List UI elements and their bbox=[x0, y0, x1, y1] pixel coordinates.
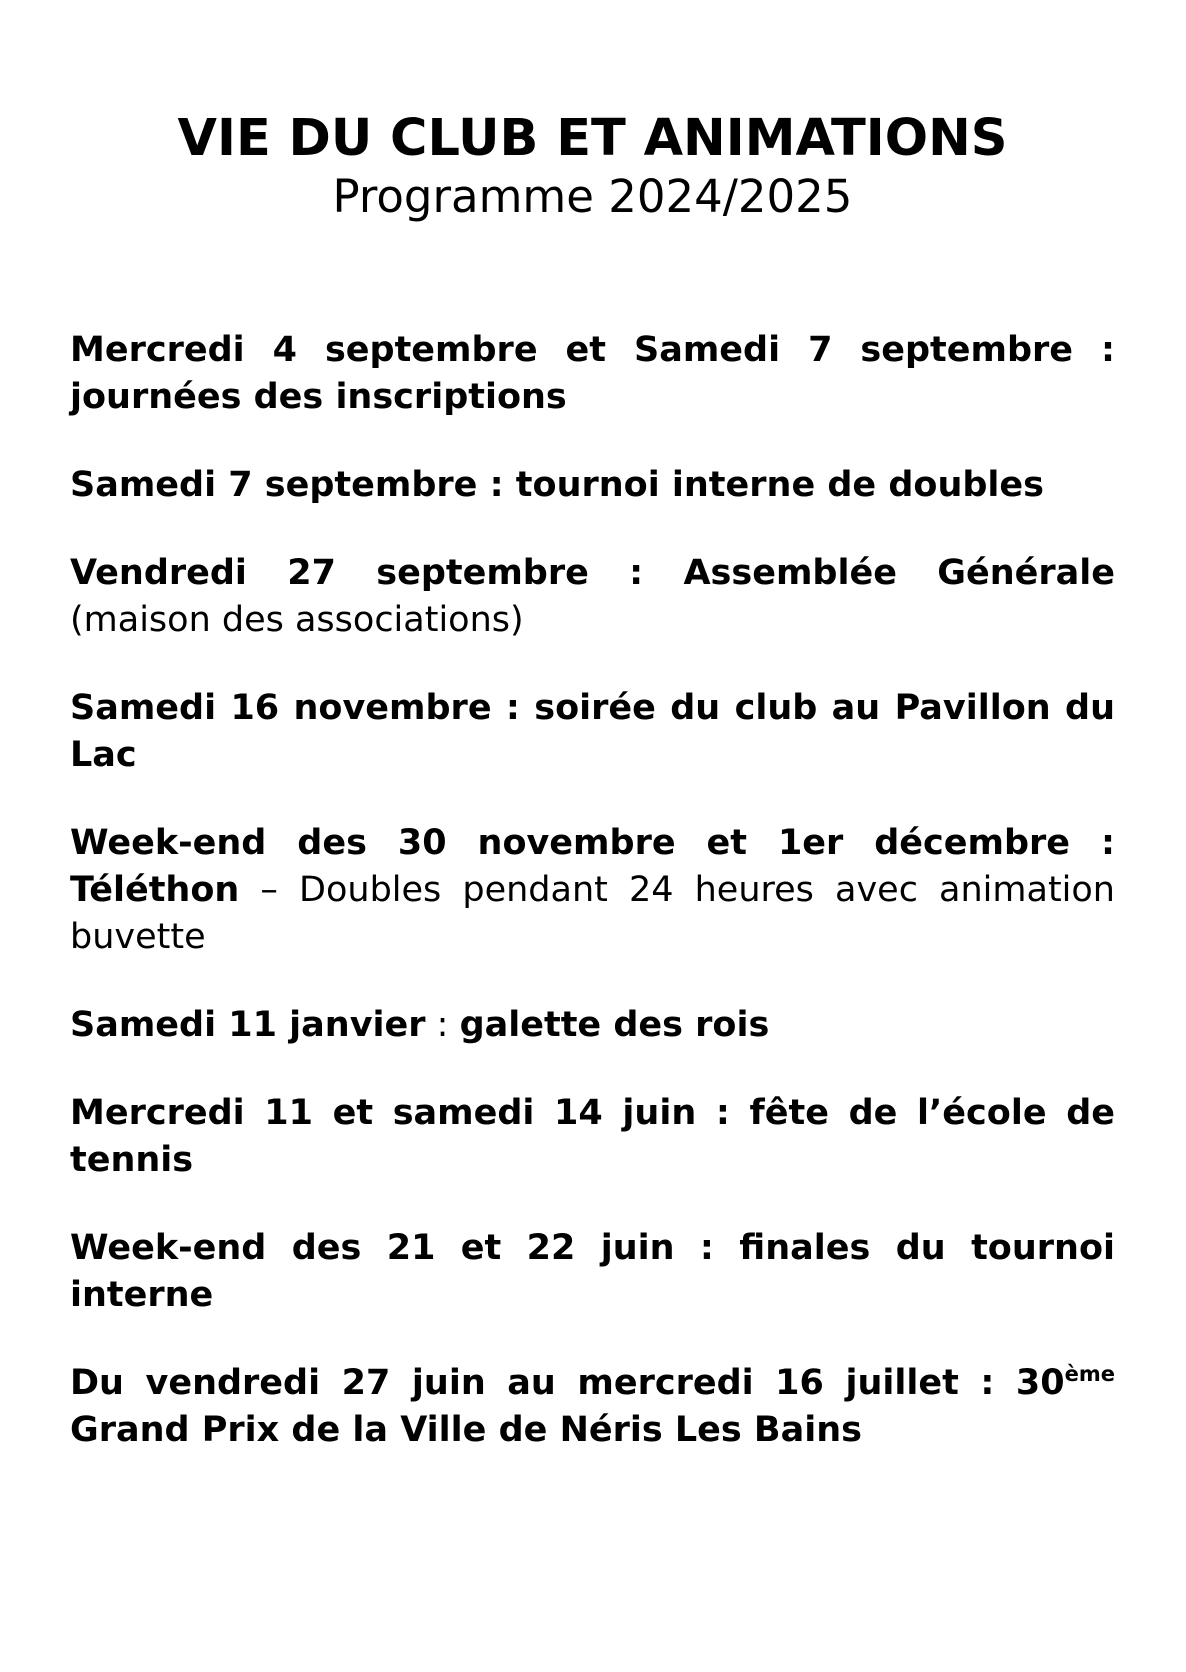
event-text: Week-end des 21 et 22 juin : finales du tournoi interne bbox=[70, 1228, 1115, 1315]
event-text-separator: : bbox=[425, 1005, 460, 1045]
event-text: Grand Prix de la Ville de Néris Les Bains bbox=[70, 1410, 862, 1450]
event-paragraph-inscriptions bbox=[70, 327, 1115, 421]
page-subtitle: Programme 2024/2025 bbox=[332, 170, 853, 223]
event-paragraph-telethon bbox=[70, 820, 1115, 961]
event-paragraph-grand-prix bbox=[70, 1360, 1115, 1454]
event-paragraph-soiree-club bbox=[70, 685, 1115, 779]
event-paragraph-finales bbox=[70, 1225, 1115, 1319]
ordinal-superscript: ème bbox=[1064, 1361, 1115, 1386]
event-text: Week-end des 30 novembre et 1er décembre : Téléthon bbox=[70, 823, 1115, 910]
event-text: Samedi 16 novembre : soirée du club au Pavillon du Lac bbox=[70, 688, 1115, 775]
event-list bbox=[70, 327, 1115, 1454]
event-text: Mercredi 4 septembre et Samedi 7 septembre : journées des inscriptions bbox=[70, 330, 1115, 417]
event-text-detail: (maison des associations) bbox=[70, 600, 524, 640]
event-text: Du vendredi 27 juin au mercredi 16 juillet : 30 bbox=[70, 1363, 1065, 1403]
event-paragraph-assemblee-generale bbox=[70, 550, 1115, 644]
event-text-detail: – Doubles pendant 24 heures avec animation buvette bbox=[70, 870, 1115, 957]
event-paragraph-fete-ecole bbox=[70, 1090, 1115, 1184]
event-paragraph-galette bbox=[70, 1002, 1115, 1049]
event-text: galette des rois bbox=[459, 1005, 770, 1045]
event-text: Samedi 7 septembre : tournoi interne de doubles bbox=[70, 465, 1044, 505]
event-text: Vendredi 27 septembre : Assemblée Générale bbox=[70, 553, 1115, 593]
event-text: Mercredi 11 et samedi 14 juin : fête de l’école de tennis bbox=[70, 1093, 1115, 1180]
page-title: VIE DU CLUB ET ANIMATIONS bbox=[177, 109, 1008, 168]
event-text: Samedi 11 janvier bbox=[70, 1005, 426, 1045]
event-paragraph-tournoi-doubles bbox=[70, 462, 1115, 509]
